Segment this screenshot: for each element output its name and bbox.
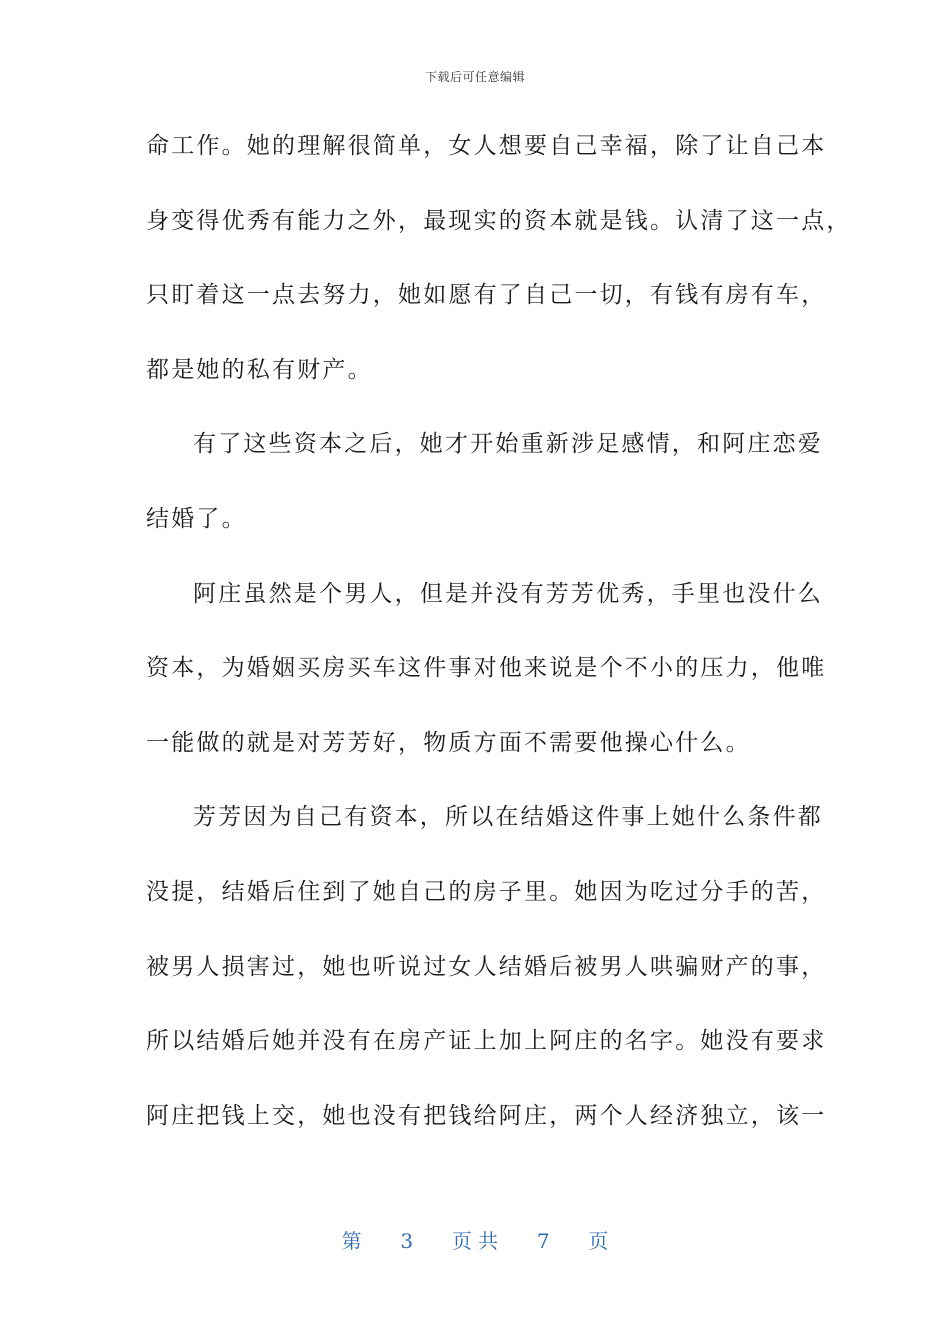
text-line: 一能做的就是对芳芳好，物质方面不需要他操心什么。 — [146, 729, 751, 756]
footer-suffix: 页 — [588, 1229, 609, 1253]
text-line: 没提，结婚后住到了她自己的房子里。她因为吃过分手的苦， — [146, 878, 827, 905]
total-pages-number: 7 — [536, 1229, 550, 1253]
page-footer — [0, 1225, 950, 1254]
text-line: 身变得优秀有能力之外，最现实的资本就是钱。认清了这一点， — [146, 207, 852, 234]
paragraph-first-line: 阿庄虽然是个男人，但是并没有芳芳优秀，手里也没什么 — [193, 580, 823, 607]
text-line: 都是她的私有财产。 — [146, 356, 373, 383]
text-line: 只盯着这一点去努力，她如愿有了自己一切，有钱有房有车， — [146, 282, 827, 309]
footer-prefix: 第 — [341, 1229, 362, 1253]
current-page-number: 3 — [400, 1229, 414, 1253]
paragraph-first-line: 有了这些资本之后，她才开始重新涉足感情，和阿庄恋爱 — [193, 431, 823, 458]
footer-middle: 页 共 — [451, 1229, 499, 1253]
text-line: 资本，为婚姻买房买车这件事对他来说是个不小的压力，他唯 — [146, 655, 827, 682]
text-line: 阿庄把钱上交，她也没有把钱给阿庄，两个人经济独立，该一 — [146, 1102, 827, 1129]
text-line: 命工作。她的理解很简单，女人想要自己幸福，除了让自己本 — [146, 133, 827, 159]
text-line: 被男人损害过，她也听说过女人结婚后被男人哄骗财产的事， — [146, 953, 827, 980]
document-body — [146, 122, 852, 1166]
page-header: 下载后可任意编辑 — [424, 70, 525, 84]
paragraph-first-line: 芳芳因为自己有资本，所以在结婚这件事上她什么条件都 — [193, 804, 823, 831]
text-line: 所以结婚后她并没有在房产证上加上阿庄的名字。她没有要求 — [146, 1028, 827, 1055]
text-line: 结婚了。 — [146, 505, 247, 532]
